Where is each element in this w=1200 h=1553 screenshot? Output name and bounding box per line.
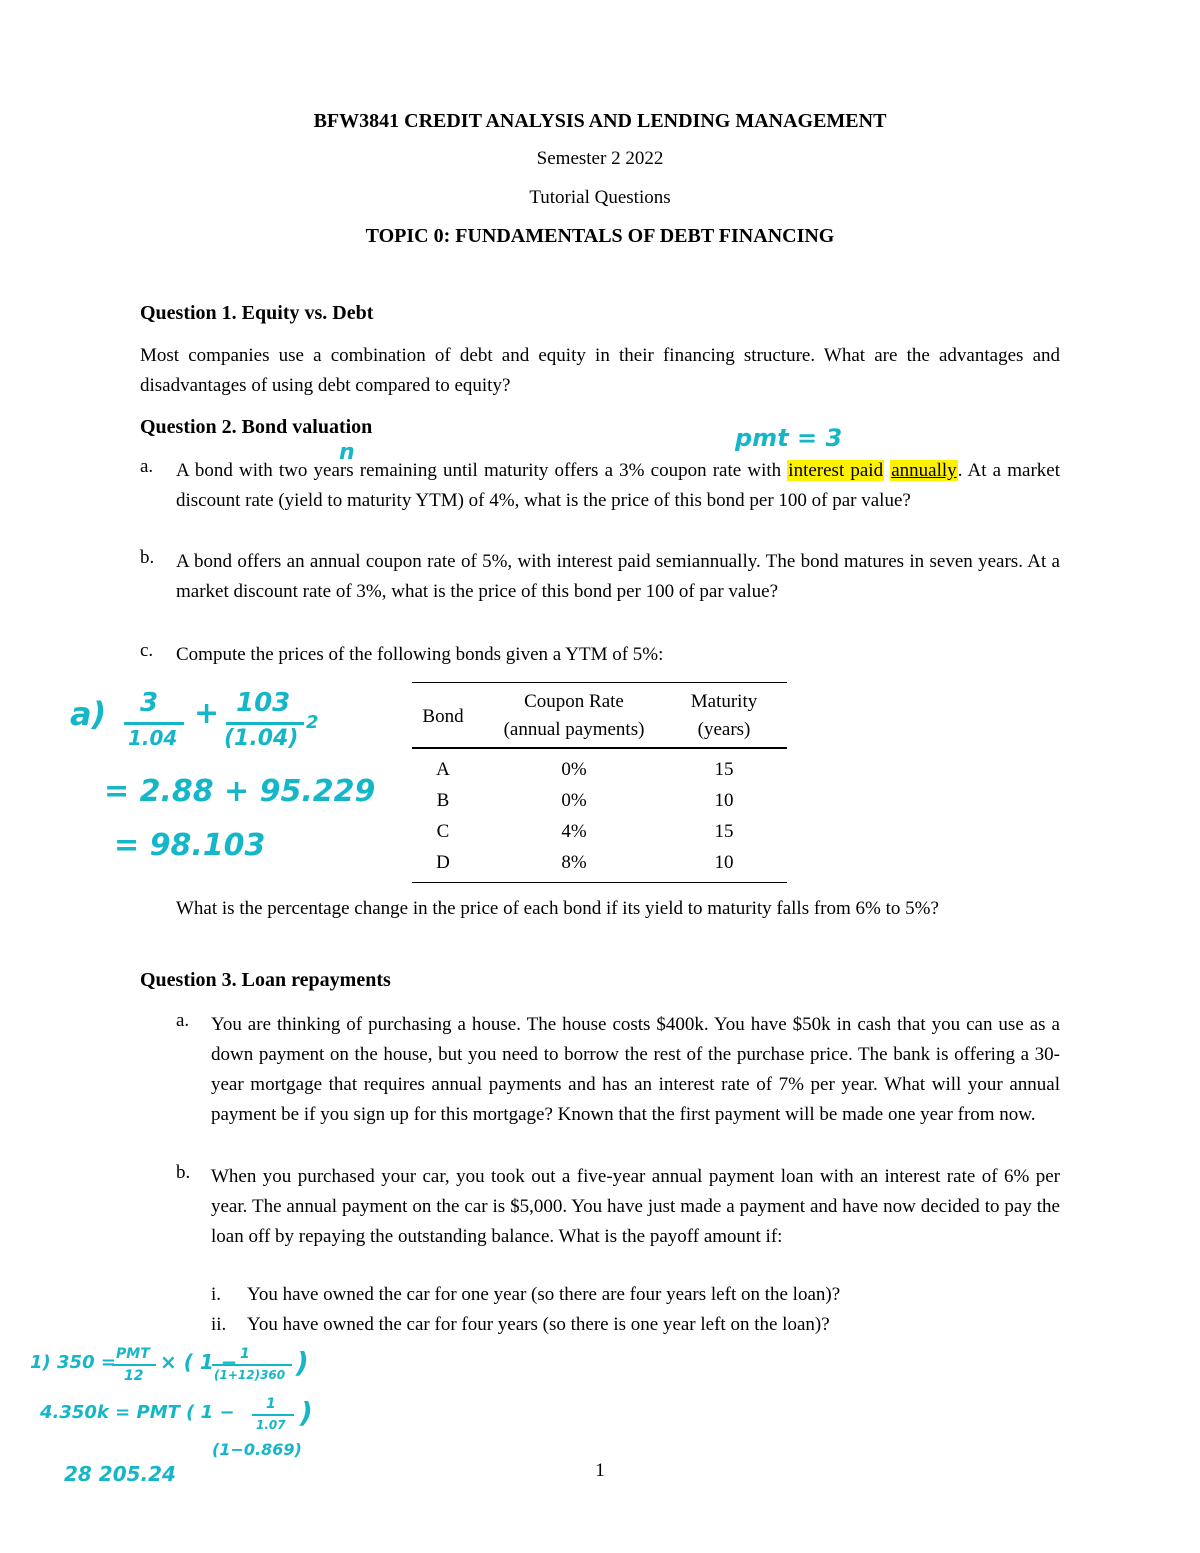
handwritten-frac2-den: (1.04)	[224, 726, 299, 751]
handwritten-line-2: = 2.88 + 95.229	[104, 774, 376, 809]
document-title: BFW3841 CREDIT ANALYSIS AND LENDING MANAGEMENT	[313, 110, 887, 132]
handwritten-mortgage-fden: (1+12)360	[214, 1368, 286, 1382]
handwritten-mortgage-2-fnum: 1	[266, 1396, 276, 1412]
handwritten-mortgage-den: 12	[124, 1368, 144, 1384]
table-header-rule	[412, 747, 787, 749]
handwritten-mortgage-line-3: 28 205.24	[64, 1462, 176, 1486]
handwritten-mortgage-rest: × ( 1 −	[160, 1350, 238, 1374]
table-header-coupon: Coupon Rate	[524, 691, 624, 712]
q2-a-text-end: . At a market discount rate (yield to maturity YTM) of 4%, what is the price of this bond per 100 of par value?	[176, 460, 1061, 511]
handwritten-frac1-num: 3	[140, 688, 159, 718]
highlight-interest-paid: interest paid	[788, 460, 884, 481]
q3-a-text: You are thinking of purchasing a house. The house costs $400k. You have $50k in cash that you can use as a down payment on the house, but you need to borrow the rest of the purchase price. The bank is offering a 30-year mortgage that requires annual payments and has an interest rate of 7% per year. What will your annual payment be if you sign up for this mortgage? Known that the first payment will be made one year from now.	[211, 1014, 1060, 1125]
table-cell: 0%	[561, 758, 587, 780]
table-row	[412, 785, 787, 816]
highlight-annually: annually	[891, 460, 957, 481]
q3-a-label: a.	[176, 1010, 190, 1031]
handwritten-mortgage-pmt: PMT	[116, 1346, 150, 1362]
q3-b-text: When you purchased your car, you took out a five-year annual payment loan with an interest rate of 6% per year. The annual payment on the car is $5,000. You have just made a payment and have now decided to pay the loan off by repaying the outstanding balance. What is the payoff amount if:	[211, 1166, 1060, 1247]
q2-b-label: b.	[140, 547, 155, 568]
q2-a-text	[176, 456, 1060, 516]
question-1-heading: Question 1. Equity vs. Debt	[140, 302, 374, 324]
handwritten-frac2-num: 103	[236, 688, 291, 718]
table-cell: 15	[714, 820, 734, 842]
handwritten-plus: +	[194, 696, 220, 731]
table-cell: 10	[714, 851, 734, 873]
q3-b-i-text: You have owned the car for one year (so there are four years left on the loan)?	[247, 1284, 841, 1305]
table-cell: 0%	[561, 789, 587, 811]
semester: Semester 2 2022	[536, 148, 664, 169]
table-header-bond: Bond	[422, 706, 464, 727]
q2-c-label: c.	[140, 640, 154, 661]
page-number: 1	[595, 1460, 605, 1481]
table-cell: C	[436, 820, 450, 842]
handwritten-mortgage-2-close: )	[300, 1396, 313, 1429]
table-cell: B	[436, 789, 450, 811]
table-row	[412, 816, 787, 847]
handwritten-mortgage-bar-1	[112, 1364, 156, 1366]
table-cell: 15	[714, 758, 734, 780]
q2-b-text: A bond offers an annual coupon rate of 5%, with interest paid semiannually. The bond matures in seven years. At a market discount rate of 3%, what is the price of this bond per 100 of par value?	[176, 551, 1060, 602]
table-cell: 4%	[561, 820, 587, 842]
table-cell: 10	[714, 789, 734, 811]
handwritten-frac1-bar	[124, 722, 184, 725]
handwritten-mortgage-fnum: 1	[240, 1346, 250, 1362]
handwritten-n-mark: n	[339, 440, 355, 465]
q2-c-text: Compute the prices of the following bonds given a YTM of 5%:	[176, 644, 664, 665]
question-2-heading: Question 2. Bond valuation	[140, 416, 373, 438]
topic-heading: TOPIC 0: FUNDAMENTALS OF DEBT FINANCING	[365, 225, 835, 247]
q3-b-ii-label: ii.	[211, 1314, 227, 1335]
handwritten-frac1-den: 1.04	[128, 726, 178, 750]
handwritten-pmt-note: pmt = 3	[735, 424, 843, 452]
table-bottom-rule	[412, 882, 787, 883]
handwritten-mortgage-bar-2	[212, 1364, 292, 1366]
table-cell: 8%	[561, 851, 587, 873]
handwritten-line-3: = 98.103	[114, 828, 266, 863]
handwritten-a-label: a)	[70, 695, 107, 733]
table-cell: D	[436, 851, 450, 873]
question-1-text: Most companies use a combination of debt and equity in their financing structure. What are the advantages and disadvantages of using debt compared to equity?	[140, 345, 1060, 396]
table-header-maturity: Maturity	[690, 691, 758, 712]
handwritten-exponent: 2	[306, 712, 319, 733]
table-header-coupon-sub: (annual payments)	[503, 719, 645, 740]
handwritten-mortgage-2-fden: 1.07	[256, 1418, 286, 1432]
handwritten-mortgage-lhs: 1) 350 =	[30, 1352, 116, 1373]
table-cell: A	[436, 758, 450, 780]
q3-b-i-label: i.	[211, 1284, 222, 1305]
q2-a-label: a.	[140, 456, 154, 477]
handwritten-mortgage-close: )	[296, 1346, 309, 1379]
handwritten-mortgage-line-2b: (1−0.869)	[212, 1440, 302, 1459]
table-header-maturity-sub: (years)	[697, 719, 751, 740]
table-row	[412, 754, 787, 785]
handwritten-mortgage-bar-3	[252, 1414, 294, 1416]
q3-b-label: b.	[176, 1162, 191, 1183]
bond-table	[412, 754, 787, 878]
handwritten-frac2-bar	[226, 722, 304, 725]
handwritten-mortgage-line-2: 4.350k = PMT ( 1 −	[40, 1402, 235, 1423]
q3-b-ii-text: You have owned the car for four years (so there is one year left on the loan)?	[247, 1314, 830, 1335]
table-row	[412, 847, 787, 878]
subtitle: Tutorial Questions	[529, 187, 671, 208]
q2-after-table-text: What is the percentage change in the price of each bond if its yield to maturity falls from 6% to 5%?	[176, 898, 939, 919]
q2-a-text-start: A bond with two years remaining until maturity offers a 3% coupon rate with	[176, 460, 782, 481]
table-top-rule	[412, 682, 787, 683]
question-3-heading: Question 3. Loan repayments	[140, 969, 391, 991]
